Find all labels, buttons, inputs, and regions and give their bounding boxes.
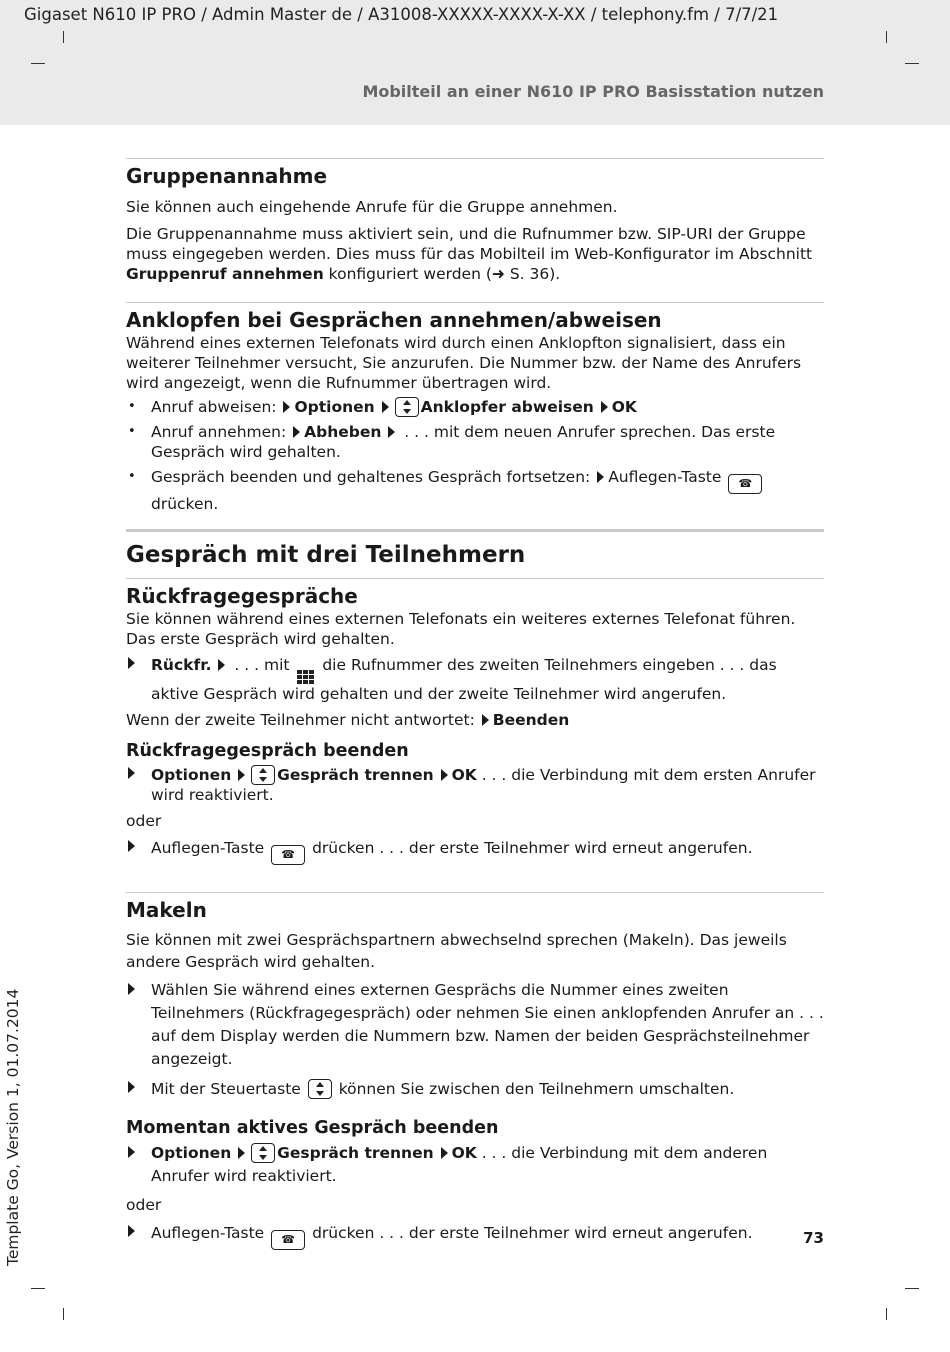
end-call-key-icon: ☎ bbox=[271, 1230, 305, 1250]
text: Wählen Sie während eines externen Gesprächs die Nummer eines zweiten Teilnehmers (Rückfragegespräch) oder nehmen Sie einen anklopfenden Anrufer an . . . auf dem Display werden die Nummern bzw. Namen der beiden Gesprächsteilnehmer angezeigt. bbox=[151, 981, 824, 1068]
text: drücken . . . der erste Teilnehmer wird erneut angerufen. bbox=[312, 1224, 753, 1242]
crop-mark bbox=[31, 1288, 45, 1289]
section-divider bbox=[126, 578, 824, 579]
step-item bbox=[126, 655, 824, 704]
paragraph: Sie können mit zwei Gesprächspartnern abwechselnd sprechen (Makeln). Das jeweils andere Gespräch wird gehalten. bbox=[126, 931, 787, 971]
text: drücken . . . der erste Teilnehmer wird erneut angerufen. bbox=[312, 839, 753, 857]
text: die Rufnummer des zweiten Teilnehmers eingeben . . . das aktive Gespräch wird gehalten und der zweite Teilnehmer wird angerufen. bbox=[151, 656, 777, 703]
template-version-label: Template Go, Version 1, 01.07.2014 bbox=[4, 988, 22, 1266]
step-item bbox=[126, 1079, 824, 1099]
text: Gespräch beenden und gehaltenes Gespräch fortsetzen: bbox=[151, 468, 591, 486]
text: . . . mit bbox=[229, 656, 290, 674]
step-arrow-icon bbox=[128, 1142, 135, 1165]
step-arrow-icon bbox=[128, 838, 135, 858]
text: Auflegen-Taste bbox=[151, 1224, 265, 1242]
menu-item-rueckfr: Rückfr. bbox=[151, 656, 212, 674]
menu-item-optionen: Optionen bbox=[151, 1144, 232, 1162]
list-item bbox=[126, 397, 824, 417]
text: Auflegen-Taste bbox=[608, 468, 722, 486]
step-item bbox=[126, 1223, 824, 1250]
step-item bbox=[126, 838, 824, 865]
arrow-icon bbox=[238, 769, 245, 781]
text: Anruf annehmen: bbox=[151, 423, 287, 441]
list-item bbox=[126, 467, 824, 514]
bullet: • bbox=[128, 424, 136, 439]
navigation-key-icon bbox=[251, 765, 275, 785]
menu-item-gespraech-trennen: Gespräch trennen bbox=[277, 766, 434, 784]
page-reference: S. 36). bbox=[504, 265, 561, 283]
menu-item-ok: OK bbox=[451, 766, 477, 784]
text: können Sie zwischen den Teilnehmern umschalten. bbox=[338, 1080, 735, 1098]
section-divider bbox=[126, 892, 824, 893]
arrow-icon bbox=[441, 769, 448, 781]
paragraph: Sie können auch eingehende Anrufe für die Gruppe annehmen. bbox=[126, 198, 618, 216]
reference-arrow-icon: ➜ bbox=[491, 265, 505, 283]
menu-item-gespraech-trennen: Gespräch trennen bbox=[277, 1144, 434, 1162]
text: Wenn der zweite Teilnehmer nicht antwortet: bbox=[126, 711, 475, 729]
navigation-key-icon bbox=[251, 1143, 275, 1163]
menu-item-optionen: Optionen bbox=[294, 398, 375, 416]
crop-mark bbox=[31, 63, 45, 64]
keypad-icon bbox=[297, 670, 314, 684]
crop-mark bbox=[63, 31, 64, 43]
arrow-icon bbox=[218, 659, 225, 671]
text: . . . mit dem neuen Anrufer sprechen. Das erste Gespräch wird gehalten. bbox=[151, 423, 776, 461]
main-content bbox=[126, 158, 824, 1250]
arrow-icon bbox=[482, 714, 489, 726]
crop-mark bbox=[886, 31, 887, 43]
navigation-key-icon bbox=[308, 1079, 332, 1099]
section-title-makeln: Makeln bbox=[126, 898, 207, 922]
paragraph: Sie können während eines externen Telefonats ein weiteres externes Telefonat führen. Das erste Gespräch wird gehalten. bbox=[126, 610, 796, 648]
text: . . . die Verbindung mit dem ersten Anrufer wird reaktiviert. bbox=[151, 766, 816, 804]
menu-item-abheben: Abheben bbox=[304, 423, 382, 441]
subsection-title: Rückfragegespräch beenden bbox=[126, 741, 409, 761]
section-title-rueckfrage: Rückfragegespräche bbox=[126, 584, 358, 608]
arrow-icon bbox=[293, 426, 300, 438]
step-arrow-icon bbox=[128, 979, 135, 1002]
section-title-anklopfen: Anklopfen bei Gesprächen annehmen/abweisen bbox=[126, 308, 662, 332]
bullet: • bbox=[128, 469, 136, 484]
paragraph bbox=[126, 710, 824, 730]
bullet: • bbox=[128, 399, 136, 414]
chapter-title-drei-teilnehmer: Gespräch mit drei Teilnehmern bbox=[126, 542, 526, 568]
arrow-icon bbox=[601, 401, 608, 413]
crop-mark bbox=[905, 1288, 919, 1289]
menu-item-optionen: Optionen bbox=[151, 766, 232, 784]
arrow-icon bbox=[283, 401, 290, 413]
menu-item-ok: OK bbox=[611, 398, 637, 416]
end-call-key-icon: ☎ bbox=[728, 474, 762, 494]
oder-text: oder bbox=[126, 812, 162, 830]
text: . . . die Verbindung mit dem anderen Anrufer wird reaktiviert. bbox=[151, 1144, 768, 1185]
step-item bbox=[126, 765, 824, 805]
end-call-key-icon: ☎ bbox=[271, 845, 305, 865]
menu-ref: Gruppenruf annehmen bbox=[126, 265, 324, 283]
arrow-icon bbox=[382, 401, 389, 413]
section-divider bbox=[126, 302, 824, 303]
crop-mark bbox=[905, 63, 919, 64]
subsection-title: Momentan aktives Gespräch beenden bbox=[126, 1118, 499, 1138]
arrow-icon bbox=[441, 1147, 448, 1159]
step-arrow-icon bbox=[128, 765, 135, 785]
text: drücken. bbox=[151, 495, 219, 513]
section-divider bbox=[126, 158, 824, 159]
step-arrow-icon bbox=[128, 1223, 135, 1243]
step-arrow-icon bbox=[128, 1079, 135, 1099]
arrow-icon bbox=[597, 471, 604, 483]
text: Auflegen-Taste bbox=[151, 839, 265, 857]
crop-mark bbox=[63, 1308, 64, 1320]
page-header bbox=[0, 0, 950, 125]
step-item bbox=[126, 1142, 824, 1188]
paragraph: Während eines externen Telefonats wird durch einen Anklopfton signalisiert, dass ein weiterer Teilnehmer versucht, Sie anzurufen. Die Nummer bzw. der Name des Anrufers wird angezeigt, wenn die Rufnummer übertragen wird. bbox=[126, 334, 802, 392]
paragraph bbox=[126, 224, 824, 284]
step-item bbox=[126, 979, 824, 1071]
file-info: Gigaset N610 IP PRO / Admin Master de / A31008-XXXXX-XXXX-X-XX / telephony.fm / 7/7/21 bbox=[24, 5, 779, 24]
step-arrow-icon bbox=[128, 655, 135, 675]
running-title: Mobilteil an einer N610 IP PRO Basisstation nutzen bbox=[362, 82, 824, 101]
oder-text: oder bbox=[126, 1196, 162, 1214]
menu-item-ok: OK bbox=[451, 1144, 477, 1162]
crop-mark bbox=[886, 1308, 887, 1320]
section-title-gruppenannahme: Gruppenannahme bbox=[126, 164, 328, 188]
list-item bbox=[126, 422, 824, 462]
text: konfiguriert werden ( bbox=[323, 265, 492, 283]
arrow-icon bbox=[238, 1147, 245, 1159]
navigation-key-icon bbox=[395, 397, 419, 417]
page-number: 73 bbox=[803, 1229, 824, 1247]
text: Anruf abweisen: bbox=[151, 398, 277, 416]
arrow-icon bbox=[388, 426, 395, 438]
text: Die Gruppenannahme muss aktiviert sein, und die Rufnummer bzw. SIP-URI der Gruppe muss eingegeben werden. Dies muss für das Mobilteil im Web-Konfigurator im Abschnitt bbox=[126, 225, 813, 263]
menu-item-beenden: Beenden bbox=[492, 711, 570, 729]
text: Mit der Steuertaste bbox=[151, 1080, 301, 1098]
menu-item-anklopfer-abweisen: Anklopfer abweisen bbox=[420, 398, 594, 416]
chapter-divider bbox=[126, 529, 824, 532]
